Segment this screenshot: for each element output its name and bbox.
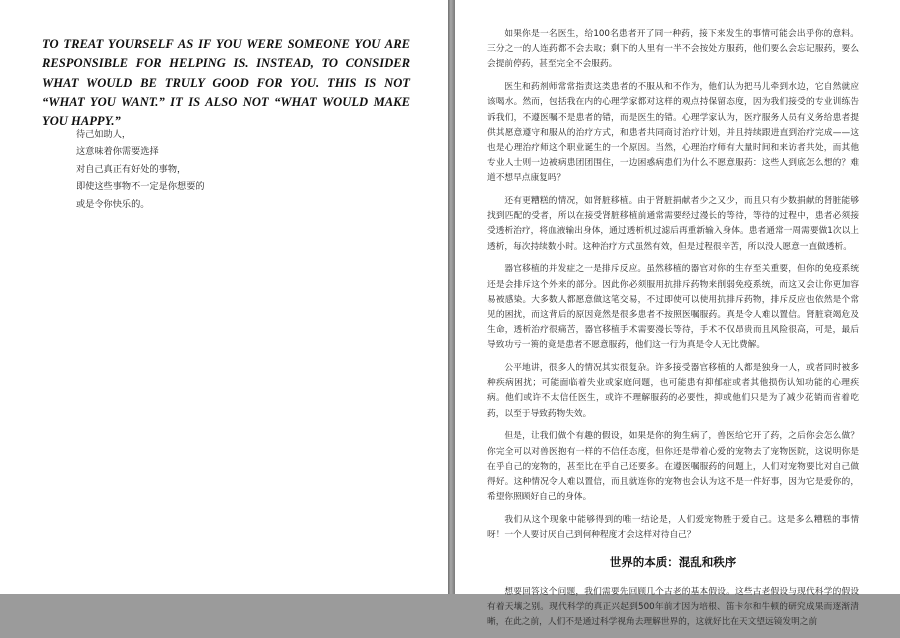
section-heading: 世界的本质：混乱和秩序 xyxy=(609,555,737,570)
epigraph-line: 待己如助人， xyxy=(76,129,132,140)
page-gutter xyxy=(448,0,455,594)
paragraph: 医生和药剂师常常指责这类患者的不服从和不作为，他们认为把马儿牵到水边，它自然就应该喝水。然而，包括我在内的心理学家都对这样的观点持保留态度，因为我们接受的专业训练告诉我们，不遵医嘱不是患者的错，而是医生的错。心理学家认为，医疗服务人员有义务给患者提供其愿意遵守和服从的治疗方式，和患者共同商讨治疗计划，并且持续跟进直到治疗完成——这也是心理治疗师这个职业诞生的一个原因。当然，心理治疗师有大量时间和来访者共处，而其他专业人士则一边被病患团团围住，一边困惑病患们为什么不愿意服药：这些人到底怎么想的？难道不想早点康复吗？ xyxy=(487,82,859,184)
left-page xyxy=(0,0,448,594)
epigraph-line: 或是令你快乐的。 xyxy=(76,198,150,210)
paragraph: 如果你是一名医生，给100名患者开了同一种药，接下来发生的事情可能会出乎你的意料。三分之一的人连药都不会去取；剩下的人里有一半不会按处方服药，他们要么会忘记服药，要么会提前停药，甚至完全不会服药。 xyxy=(487,29,859,70)
paragraph: 但是，让我们做个有趣的假设，如果是你的狗生病了，兽医给它开了药，之后你会怎么做？你完全可以对兽医抱有一样的不信任态度，但你还是带着心爱的宠物去了宠物医院，这说明你是在乎自己的宠物的，甚至比在乎自己还要多。在遵医嘱服药的问题上，人们对宠物要比对自己做得好。这种情况令人难以置信，而且就连你的宠物也会认为这不是一件好事，因为它是爱你的，希望你照顾好自己的身体。 xyxy=(487,431,859,503)
epigraph-line: 即使这些事物不一定是你想要的 xyxy=(76,181,205,193)
epigraph-chinese xyxy=(76,126,376,213)
paragraph: 想要回答这个问题，我们需要先回顾几个古老的基本假设。这些古老假设与现代科学的假设有着天壤之别。现代科学的真正兴起到500年前才因为培根、笛卡尔和牛顿的研究成果而逐渐清晰，在此之前，人们不是通过科学视角去理解世界的，这就好比在天文望远镜发明之前 xyxy=(487,586,859,627)
body-text xyxy=(487,27,859,638)
paragraph: 公平地讲，很多人的情况其实很复杂。许多接受器官移植的人都是独身一人，或者同时被多种疾病困扰；可能面临着失业或家庭问题，也可能患有抑郁症或者其他损伤认知功能的心理疾病。他们或许不太信任医生，或许不理解服药的必要性，抑或他们只是为了减少花销而省着吃药，以至于导致药物失效。 xyxy=(487,363,859,419)
paragraph: 器官移植的并发症之一是排斥反应。虽然移植的器官对你的生存至关重要，但你的免疫系统还是会排斥这个外来的部分。因此你必须服用抗排斥药物来削弱免疫系统，而这又会让你更加容易被感染。大多数人都愿意做这笔交易，不过即使可以使用抗排斥药物，排斥反应也依然是个常见的困扰，而这背后的原因竟然是很多患者不按照医嘱服药。真是令人难以置信。肾脏衰竭危及生命，透析治疗很痛苦，器官移植手术需要漫长等待，手术不仅昂贵而且风险很高，可是，最后导致功亏一篑的竟是患者不愿意服药，他们这一行为真是令人无比费解。 xyxy=(487,264,859,351)
paragraph: 还有更糟糕的情况，如肾脏移植。由于肾脏捐献者少之又少，而且只有少数捐献的肾脏能够找到匹配的受者，所以在接受肾脏移植前通常需要经过漫长的等待，等待的过程中，患者必须接受透析治疗，将血液输出身体，通过透析机过滤后再重新输入身体。患者通常一周需要做1次以上透析，每次持续数小时。这种治疗方式虽然有效，但是过程很辛苦，所以没人愿意一直做透析。 xyxy=(487,196,859,252)
epigraph-english: TO TREAT YOURSELF AS IF YOU WERE SOMEONE YOU ARE RESPONSIBLE FOR HELPING IS. INSTEAD, TO CONSIDER WHAT WOULD BE TRULY GOOD FOR YOU. THIS IS NOT “WHAT YOU WANT.” IT IS ALSO NOT “WHAT WOULD MAKE YOU HAPPY.” xyxy=(42,37,410,129)
paragraph: 我们从这个现象中能够得到的唯一结论是，人们爱宠物胜于爱自己。这是多么糟糕的事情呀！一个人要讨厌自己到何种程度才会这样对待自己？ xyxy=(487,514,859,541)
right-page xyxy=(455,0,900,627)
epigraph-line: 这意味着你需要选择 xyxy=(76,146,159,158)
epigraph-line: 对自己真正有好处的事物， xyxy=(76,163,187,175)
